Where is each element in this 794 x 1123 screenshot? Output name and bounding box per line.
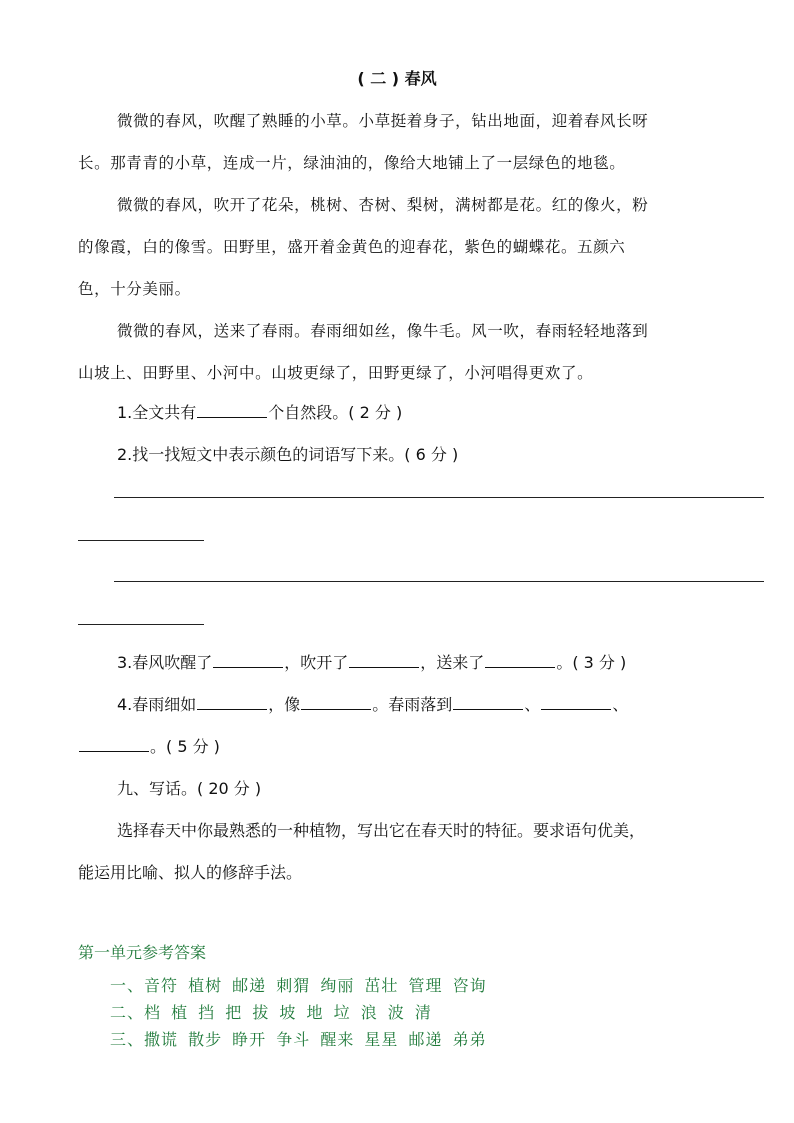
question-1 bbox=[117, 400, 402, 423]
passage-p2-line2: 的像霞，白的像雪。田野里，盛开着金黄色的迎春花，紫色的蝴蝶花。五颜六 bbox=[78, 238, 626, 256]
writing-heading: 九、写话。( 20 分 ) bbox=[117, 779, 262, 798]
answer-blank[interactable] bbox=[349, 653, 419, 668]
passage-p3-line1: 微微的春风，送来了春雨。春雨细如丝，像牛毛。风一吹，春雨轻轻地落到 bbox=[117, 322, 649, 340]
answer-blank[interactable] bbox=[197, 695, 267, 710]
question-3 bbox=[117, 650, 626, 673]
question-4-prefix: 4.春雨细如 bbox=[117, 695, 197, 714]
answer-line[interactable] bbox=[114, 581, 764, 582]
answers-row-3: 三、撒谎 散步 睁开 争斗 醒来 星星 邮递 弟弟 bbox=[110, 1030, 487, 1049]
writing-line-1: 选择春天中你最熟悉的一种植物，写出它在春天时的特征。要求语句优美， bbox=[117, 821, 646, 840]
writing-line-2: 能运用比喻、拟人的修辞手法。 bbox=[78, 863, 303, 882]
answer-line[interactable] bbox=[78, 624, 204, 625]
passage-p1-line1: 微微的春风，吹醒了熟睡的小草。小草挺着身子，钻出地面，迎着春风长呀 bbox=[117, 112, 649, 130]
question-2: 2.找一找短文中表示颜色的词语写下来。( 6 分 ) bbox=[117, 445, 459, 464]
answer-line[interactable] bbox=[114, 497, 764, 498]
answer-blank[interactable] bbox=[541, 695, 611, 710]
question-3-prefix: 3.春风吹醒了 bbox=[117, 653, 213, 672]
page-title: ( 二 ) 春风 bbox=[357, 69, 437, 88]
answers-row-1: 一、音符 植树 邮递 刺猬 绚丽 茁壮 管理 咨询 bbox=[110, 976, 487, 995]
answer-blank[interactable] bbox=[213, 653, 283, 668]
question-4 bbox=[117, 692, 628, 715]
question-1-suffix: 个自然段。( 2 分 ) bbox=[268, 403, 403, 422]
question-4-sep2: 、 bbox=[612, 695, 629, 714]
question-4-suffix: 。( 5 分 ) bbox=[150, 737, 220, 756]
answer-blank[interactable] bbox=[79, 737, 149, 752]
answer-blank[interactable] bbox=[197, 403, 267, 418]
passage-p2-line3: 色，十分美丽。 bbox=[78, 280, 191, 298]
question-3-mid1: ，吹开了 bbox=[284, 653, 349, 672]
answer-line[interactable] bbox=[78, 540, 204, 541]
passage-p3-line2: 山坡上、田野里、小河中。山坡更绿了，田野更绿了，小河唱得更欢了。 bbox=[78, 364, 594, 382]
passage-p1-line2: 长。那青青的小草，连成一片，绿油油的，像给大地铺上了一层绿色的地毯。 bbox=[78, 154, 626, 172]
question-3-mid2: ，送来了 bbox=[420, 653, 485, 672]
question-1-prefix: 1.全文共有 bbox=[117, 403, 197, 422]
answers-row-2: 二、档 植 挡 把 拔 坡 地 垃 浪 波 清 bbox=[110, 1003, 432, 1022]
question-4-mid2: 。春雨落到 bbox=[372, 695, 453, 714]
answer-blank[interactable] bbox=[485, 653, 555, 668]
question-3-suffix: 。( 3 分 ) bbox=[556, 653, 627, 672]
answer-blank[interactable] bbox=[453, 695, 523, 710]
question-4-mid1: ，像 bbox=[268, 695, 301, 714]
question-4-sep1: 、 bbox=[524, 695, 541, 714]
answers-heading: 第一单元参考答案 bbox=[78, 943, 207, 962]
passage-p2-line1: 微微的春风，吹开了花朵，桃树、杏树、梨树，满树都是花。红的像火，粉 bbox=[117, 196, 649, 214]
question-4-continued bbox=[78, 734, 220, 757]
answer-blank[interactable] bbox=[301, 695, 371, 710]
